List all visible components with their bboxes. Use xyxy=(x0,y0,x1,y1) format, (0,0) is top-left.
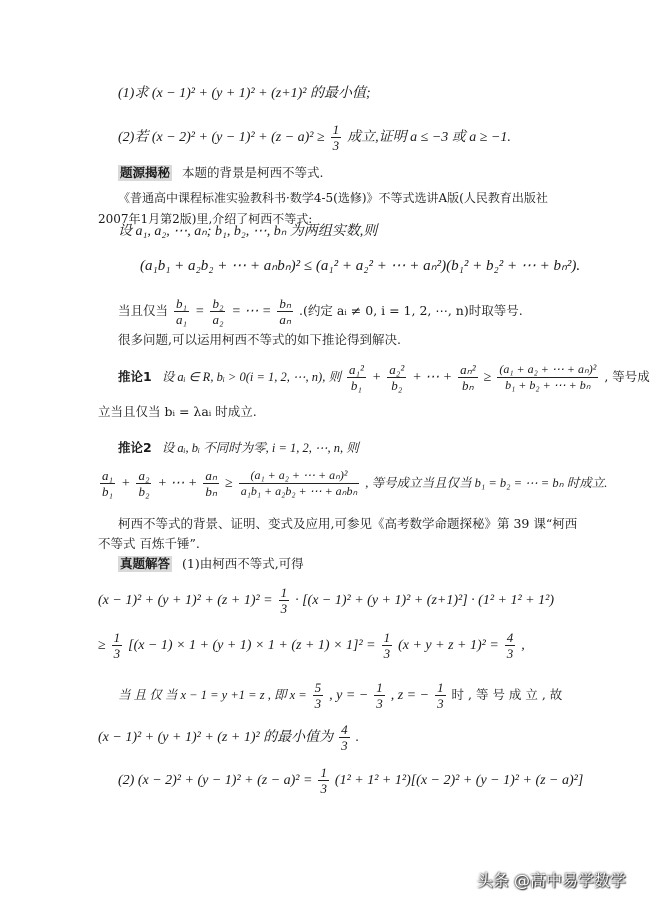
solution-part-2-fraction xyxy=(318,765,329,796)
note-line-1: 柯西不等式的背景、证明、变式及应用,可参见《高考数学命题探秘》第 39 课“柯西 xyxy=(118,516,578,531)
fraction-denominator: 3 xyxy=(376,696,383,711)
fraction-denominator: b₂ xyxy=(391,378,403,393)
fraction-numerator: 1 xyxy=(437,680,444,695)
background-intro-line xyxy=(118,165,323,181)
background-tag: 题源揭秘 xyxy=(120,165,171,180)
corollary-1-tag: 推论1 xyxy=(118,369,152,384)
fraction-denominator: 3 xyxy=(437,696,444,711)
solution-eq4-lead: (x − 1)² + (y + 1)² + (z + 1)² 的最小值为 xyxy=(98,730,334,745)
solution-eq4-end: . xyxy=(355,730,360,745)
solution-eq1-lhs: (x − 1)² + (y + 1)² + (z + 1)² = xyxy=(98,593,273,608)
solution-eq3-mid1: , y = − xyxy=(329,688,369,703)
fraction-numerator: 5 xyxy=(314,680,322,695)
corollary-1-continuation: 立当且仅当 bᵢ = λaᵢ 时成立. xyxy=(98,404,257,419)
equality-fraction-1 xyxy=(174,296,189,327)
fraction-numerator: bₙ xyxy=(279,296,292,311)
equality-condition: 当且仅当 $\frac{\text{b₁}}{\text{a₁}}$ = $\frac{\text{b₂}}{\text{a₂}}$ = ⋯ = $\frac{\text{bₙ}}{\text{aₙ}}$ .(约定 aᵢ ≠ 0, i = 1, 2, ⋯, n)时取等号. xyxy=(118,296,523,327)
corollary-2-fraction-1 xyxy=(100,468,115,499)
fraction-denominator: aₙ xyxy=(279,312,292,327)
fraction-numerator: a₁ xyxy=(102,468,114,483)
fraction-denominator: bₙ xyxy=(205,484,218,499)
solution-part-2-lead: (2) (x − 2)² + (y − 1)² + (z − a)² = xyxy=(118,773,313,788)
solution-eq2-ge: ≥ xyxy=(98,638,106,653)
solution-tag: 真题解答 xyxy=(120,556,171,571)
solution-intro: (1)由柯西不等式,可得 xyxy=(182,556,304,571)
solution-eq3-fraction-2 xyxy=(374,680,385,711)
fraction-numerator: 1 xyxy=(280,585,288,600)
fraction-denominator: b₁ xyxy=(102,484,114,499)
corollary-1-fraction-3 xyxy=(458,362,478,393)
solution-eq4-fraction xyxy=(339,722,350,753)
solution-eq3-fraction-3 xyxy=(435,680,446,711)
corollary-2-mid: + ⋯ + xyxy=(157,476,198,491)
solution-eq3-mid2: , z = − xyxy=(390,688,430,703)
solution-eq1-rhs: · [(x − 1)² + (y + 1)² + (z+1)²] · (1² + 1² + 1²) xyxy=(295,593,554,608)
fraction-numerator: a₁² xyxy=(348,362,364,377)
corollary-2-tag: 推论2 xyxy=(118,440,152,455)
fraction-denominator: b₂ xyxy=(138,484,150,499)
corollary-1-mid: + ⋯ + xyxy=(412,370,453,385)
fraction-denominator: b₁ + b₂ + ⋯ + bₙ xyxy=(505,378,591,392)
cauchy-inequality: (a₁b₁ + a₂b₂ + ⋯ + aₙbₙ)² ≤ (a₁² + a₂² + ⋯ + aₙ²)(b₁² + b₂² + ⋯ + bₙ²). xyxy=(140,258,581,274)
equality-tail: .(约定 aᵢ ≠ 0, i = 1, 2, ⋯, n)时取等号. xyxy=(299,303,523,318)
fraction-numerator: aₙ xyxy=(205,468,218,483)
solution-intro-line xyxy=(118,556,304,572)
solution-eq1-fraction xyxy=(279,585,290,616)
solution-eq2-end: , xyxy=(521,638,525,653)
fraction-numerator: 4 xyxy=(341,722,348,737)
solution-eq2-mid: [(x − 1) × 1 + (y + 1) × 1 + (z + 1) × 1]² = xyxy=(128,638,376,653)
watermark: 头条 @高中易学数学 xyxy=(476,871,626,890)
fraction-numerator: a₂ xyxy=(138,468,150,483)
fraction-numerator: 1 xyxy=(113,630,121,645)
equality-fraction-2 xyxy=(210,296,225,327)
solution-eq2-fraction-1 xyxy=(112,630,123,661)
solution-eq2-fraction-3 xyxy=(505,630,516,661)
solution-part-2 xyxy=(118,765,583,796)
note-line-2: 不等式 百炼千锤”. xyxy=(98,536,200,551)
solution-eq2-mid2: (x + y + z + 1)² = xyxy=(398,638,499,653)
fraction-denominator: 3 xyxy=(506,646,514,661)
fraction-numerator: 1 xyxy=(320,765,327,780)
equality-fraction-3 xyxy=(277,296,293,327)
fraction-numerator: 4 xyxy=(506,630,514,645)
solution-part-2-rhs: (1² + 1² + 1²)[(x − 2)² + (y − 1)² + (z − a)²] xyxy=(334,773,584,788)
corollary-1-fraction-1 xyxy=(347,362,366,393)
corollary-1-tail: , 等号成 xyxy=(604,369,650,384)
corollary-1-ge: ≥ xyxy=(483,370,492,385)
solution-eq2-fraction-2 xyxy=(382,630,393,661)
fraction-denominator: a₂ xyxy=(212,312,224,327)
background-reference-line-2: 2007年1月第2版)里,介绍了柯西不等式: xyxy=(98,212,313,226)
problem-part-2-fraction xyxy=(331,122,342,153)
problem-part-2 xyxy=(118,122,511,153)
corollary-1-lead: 设 aᵢ ∈ R, bᵢ > 0(i = 1, 2, ⋯, n), 则 xyxy=(161,370,341,384)
corollary-2-formula: $\frac{\text{a₁}}{\text{b₁}}$ + $\frac{\text{a₂}}{\text{b₂}}$ + ⋯ + $\frac{\text{aₙ}}{\text{bₙ}}$ ≥ $\frac{\text{(a₁ + a₂ + ⋯ + aₙ)²}}{\text{a₁b₁ + a₂b₂ + ⋯ + aₙbₙ}}$ , 等号成立当且仅当 b₁ = b₂ = ⋯ = bₙ 时成立. xyxy=(102,468,608,499)
problem-part-2-tail: 成立,证明 a ≤ −3 或 a ≥ −1. xyxy=(347,130,511,145)
corollary-2-fraction-4 xyxy=(239,468,360,499)
equality-mid: = ⋯ = xyxy=(231,304,272,319)
problem-part-1: (1)求 (x − 1)² + (y + 1)² + (z+1)² 的最小值; xyxy=(118,86,371,101)
background-intro: 本题的背景是柯西不等式. xyxy=(182,165,324,180)
corollary-1-fraction-2 xyxy=(387,362,406,393)
corollary-2-ge: ≥ xyxy=(225,476,233,491)
fraction-denominator: 3 xyxy=(341,738,348,753)
fraction-denominator: 3 xyxy=(113,646,121,661)
corollary-2-fraction-3 xyxy=(203,468,219,499)
fraction-denominator: 3 xyxy=(320,781,327,796)
corollary-1-fraction-4 xyxy=(497,362,598,393)
corollary-2-tail: , 等号成立当且仅当 b₁ = b₂ = ⋯ = bₙ 时成立. xyxy=(365,476,608,490)
fraction-denominator: bₙ xyxy=(462,378,474,393)
fraction-numerator: b₂ xyxy=(212,296,224,311)
solution-equality-condition xyxy=(118,680,562,711)
fraction-numerator: 1 xyxy=(332,122,340,137)
corollary-1: 推论1 设 aᵢ ∈ R, bᵢ > 0(i = 1, 2, ⋯, n), 则 $\frac{\text{a₁²}}{\text{b₁}}$ + $\frac{\text{a₂²}}{\text{b₂}}$ + ⋯ + $\frac{\text{aₙ²}}{\text{bₙ}}$ ≥ $\frac{\text{(a₁ + a₂ + ⋯ + aₙ)²}}{\text{b₁ + b₂ + ⋯ + bₙ}}$ , 等号成 xyxy=(118,362,650,393)
fraction-numerator: (a₁ + a₂ + ⋯ + aₙ)² xyxy=(239,468,360,484)
fraction-numerator: a₂² xyxy=(389,362,405,377)
fraction-numerator: aₙ² xyxy=(460,362,476,377)
fraction-numerator: 1 xyxy=(383,630,391,645)
fraction-denominator: a₁b₁ + a₂b₂ + ⋯ + aₙbₙ xyxy=(240,484,358,498)
corollary-2-lead-line xyxy=(118,440,359,456)
fraction-denominator: 3 xyxy=(314,696,322,711)
solution-equation-1 xyxy=(98,585,554,616)
fraction-denominator: 3 xyxy=(383,646,391,661)
solution-eq3-lead: 当 且 仅 当 x − 1 = y +1 = z , 即 x = xyxy=(118,688,307,702)
corollary-2-lead: 设 aᵢ, bᵢ 不同时为零, i = 1, 2, ⋯, n, 则 xyxy=(161,441,359,455)
fraction-numerator: (a₁ + a₂ + ⋯ + aₙ)² xyxy=(499,362,597,376)
equality-lead: 当且仅当 xyxy=(118,303,169,318)
solution-minimum-statement xyxy=(98,722,359,753)
solution-eq3-tail: 时 , 等 号 成 立 , 故 xyxy=(451,687,563,702)
corollary-intro: 很多问题,可以运用柯西不等式的如下推论得到解决. xyxy=(118,332,401,347)
fraction-denominator: a₁ xyxy=(176,312,188,327)
background-reference-line-1: 《普通高中课程标准实验教科书·数学4-5(选修)》不等式选讲A版(人民教育出版社 xyxy=(118,191,548,205)
fraction-numerator: 1 xyxy=(376,680,383,695)
fraction-denominator: 3 xyxy=(280,601,288,616)
problem-part-2-lead: (2)若 (x − 2)² + (y − 1)² + (z − a)² ≥ xyxy=(118,130,325,145)
fraction-denominator: b₁ xyxy=(350,378,362,393)
solution-equation-2 xyxy=(98,630,525,661)
solution-eq3-fraction-1 xyxy=(313,680,324,711)
fraction-numerator: b₁ xyxy=(176,296,188,311)
fraction-denominator: 3 xyxy=(332,138,340,153)
corollary-2-fraction-2 xyxy=(136,468,151,499)
cauchy-setup: 设 a₁, a₂, ⋯, aₙ; b₁, b₂, ⋯, bₙ 为两组实数,则 xyxy=(118,224,378,239)
